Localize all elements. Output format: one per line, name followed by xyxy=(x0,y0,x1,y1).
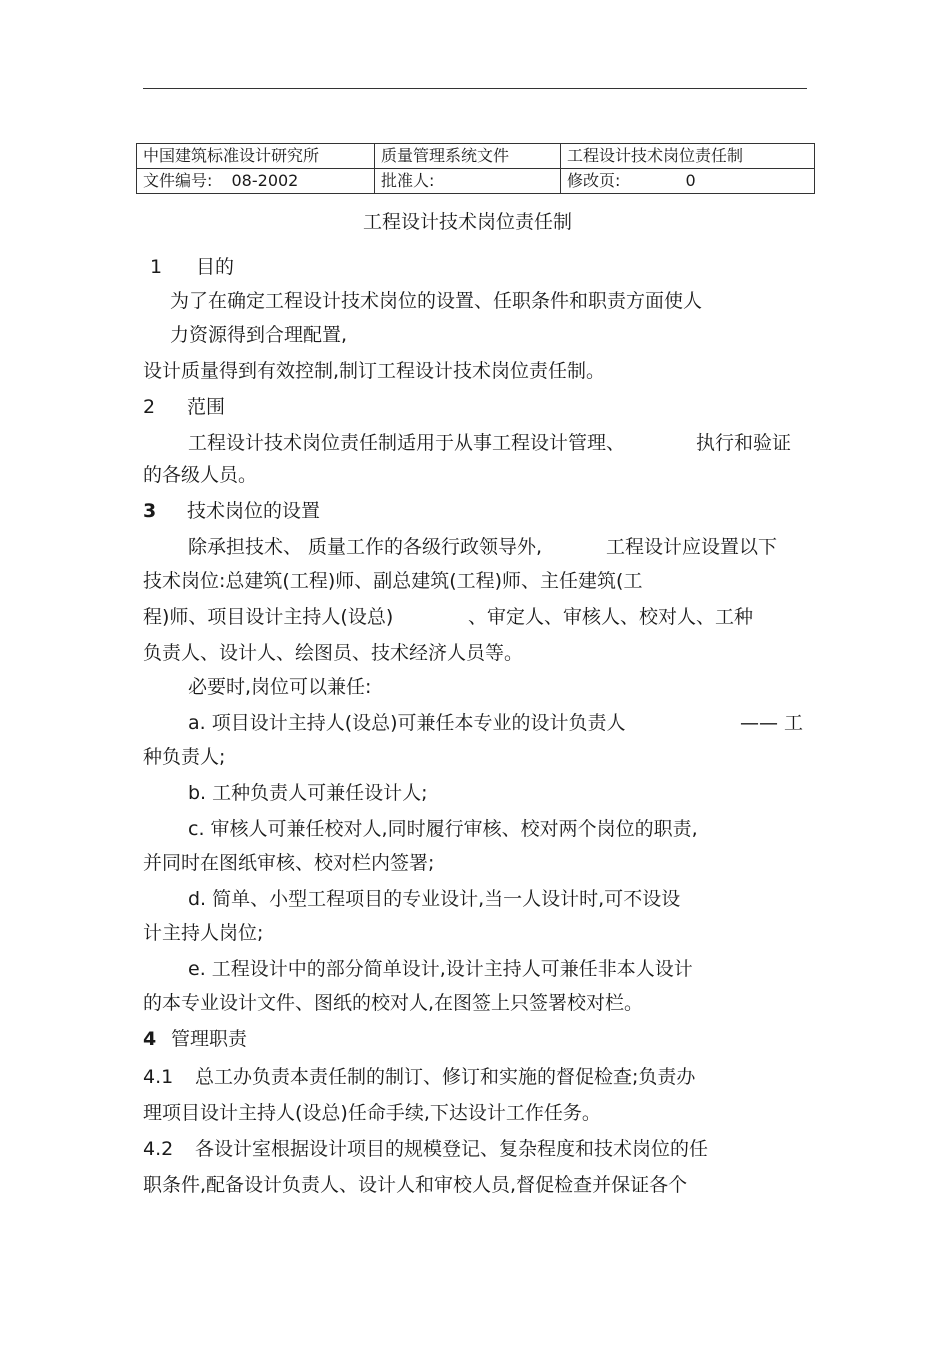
header-org: 中国建筑标准设计研究所 xyxy=(137,144,375,169)
item-e-line-1: e. 工程设计中的部分简单设计,设计主持人可兼任非本人设计 xyxy=(188,958,693,980)
item-e-line-2: 的本专业设计文件、图纸的校对人,在图签上只签署校对栏。 xyxy=(143,992,644,1014)
section-4-number: 4 xyxy=(143,1028,157,1050)
section-1-number: 1 xyxy=(150,256,163,278)
section-3-line-3a: 程)师、项目设计主持人(设总) xyxy=(143,606,394,628)
section-1-heading xyxy=(150,254,234,280)
section-3-line-1b: 工程设计应设置以下 xyxy=(606,536,778,558)
item-b-line-1: b. 工种负责人可兼任设计人; xyxy=(188,782,428,804)
header-row-2 xyxy=(137,169,815,194)
section-2-number: 2 xyxy=(143,396,156,418)
section-3-line-1a: 除承担技术、 质量工作的各级行政领导外, xyxy=(188,536,543,558)
item-d-line-2: 计主持人岗位; xyxy=(143,922,264,944)
item-c-line-2: 并同时在图纸审核、校对栏内签署; xyxy=(143,852,435,874)
section-2-title: 范围 xyxy=(187,396,226,418)
section-3-line-4: 负责人、设计人、绘图员、技术经济人员等。 xyxy=(143,642,524,664)
top-rule xyxy=(143,88,807,89)
header-system: 质量管理系统文件 xyxy=(375,144,561,169)
item-a-line-1a: a. 项目设计主持人(设总)可兼任本专业的设计负责人 xyxy=(188,712,626,734)
section-4-2-number: 4.2 xyxy=(143,1138,174,1160)
header-revision-cell xyxy=(561,169,815,194)
section-1-line-1: 为了在确定工程设计技术岗位的设置、任职条件和职责方面使人 xyxy=(170,290,703,312)
item-c-line-1: c. 审核人可兼任校对人,同时履行审核、校对两个岗位的职责, xyxy=(188,818,698,840)
document-title: 工程设计技术岗位责任制 xyxy=(362,211,572,233)
item-a-line-2: 种负责人; xyxy=(143,746,226,768)
section-2-line-1b: 执行和验证 xyxy=(696,432,792,454)
section-2-line-1a: 工程设计技术岗位责任制适用于从事工程设计管理、 xyxy=(188,432,626,454)
section-4-1-line-2: 理项目设计主持人(设总)任命手续,下达设计工作任务。 xyxy=(143,1102,601,1124)
section-4-1-line-1 xyxy=(143,1064,695,1090)
section-4-2-line-1 xyxy=(143,1136,708,1162)
section-3-heading xyxy=(143,498,320,524)
header-file-no: 08-2002 xyxy=(231,171,299,190)
section-3-title: 技术岗位的设置 xyxy=(187,500,321,522)
header-revision-label: 修改页: xyxy=(567,171,621,190)
section-3-number: 3 xyxy=(143,500,157,522)
section-1-line-3: 设计质量得到有效控制,制订工程设计技术岗位责任制。 xyxy=(143,360,606,382)
header-file-no-cell xyxy=(137,169,375,194)
section-4-1-text: 总工办负责本责任制的制订、修订和实施的督促检查;负责办 xyxy=(195,1066,696,1088)
header-file-no-label: 文件编号: xyxy=(143,171,213,190)
section-4-heading xyxy=(143,1026,247,1052)
section-3-line-2: 技术岗位:总建筑(工程)师、副总建筑(工程)师、主任建筑(工 xyxy=(143,570,643,592)
section-3-line-5: 必要时,岗位可以兼任: xyxy=(188,676,372,698)
header-approver-label: 批准人: xyxy=(375,169,561,194)
section-4-2-text: 各设计室根据设计项目的规模登记、复杂程度和技术岗位的任 xyxy=(195,1138,709,1160)
section-4-2-line-2: 职条件,配备设计负责人、设计人和审校人员,督促检查并保证各个 xyxy=(143,1174,688,1196)
section-1-line-2: 力资源得到合理配置, xyxy=(170,324,348,346)
item-d-line-1: d. 简单、小型工程项目的专业设计,当一人设计时,可不设设 xyxy=(188,888,681,910)
section-4-title: 管理职责 xyxy=(171,1028,248,1050)
section-4-1-number: 4.1 xyxy=(143,1066,174,1088)
header-doc-name: 工程设计技术岗位责任制 xyxy=(561,144,815,169)
section-1-title: 目的 xyxy=(196,256,235,278)
document-header-table xyxy=(136,143,815,194)
header-revision: 0 xyxy=(685,171,696,190)
section-2-line-2: 的各级人员。 xyxy=(143,464,258,486)
section-2-heading xyxy=(143,394,225,420)
section-3-line-3b: 、审定人、审核人、校对人、工种 xyxy=(468,606,754,628)
item-a-line-1b: —— 工 xyxy=(740,712,804,734)
header-row-1 xyxy=(137,144,815,169)
